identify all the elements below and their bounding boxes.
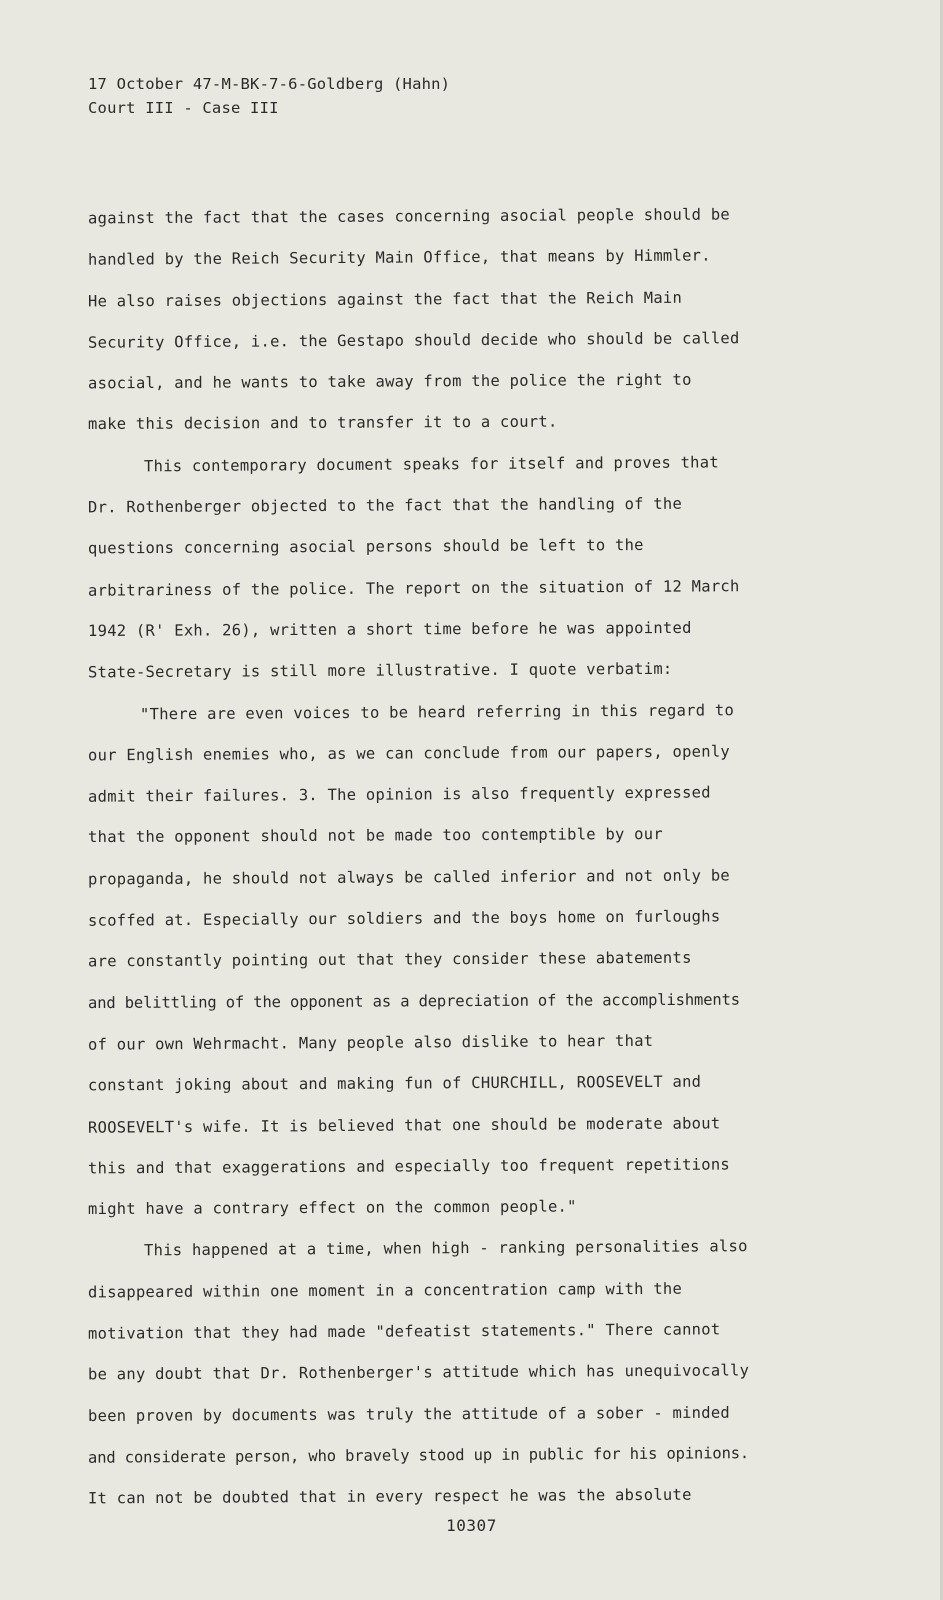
text-line: and belittling of the opponent as a depreciation of the accomplishments — [87, 990, 740, 1012]
text-line: make this decision and to transfer it to a court. — [87, 413, 558, 434]
text-line: propaganda, he should not always be called inferior and not only be — [87, 866, 731, 889]
text-line: disappeared within one moment in a concentration camp with the — [87, 1279, 683, 1302]
text-line: scoffed at. Especially our soldiers and the boys home on furloughs — [87, 907, 721, 930]
text-line: are constantly pointing out that they consider these abatements — [87, 949, 692, 971]
text-line: that the opponent should not be made too contemptible by our — [87, 825, 663, 847]
text-line: questions concerning asocial persons should be left to the — [87, 536, 644, 558]
paragraph-start-line: This contemporary document speaks for itself and proves that — [143, 453, 719, 476]
transcript-body — [88, 196, 868, 1518]
text-line: 1942 (R' Exh. 26), written a short time before he was appointed — [87, 618, 692, 641]
quote-start-line: "There are even voices to be heard referring in this regard to — [139, 700, 735, 723]
text-line: been proven by documents was truly the attitude of a sober - minded — [87, 1403, 731, 1425]
text-line: against the fact that the cases concerning asocial people should be — [87, 205, 731, 228]
text-line: and considerate person, who bravely stood up in public for his opinions. — [87, 1444, 750, 1467]
text-line: It can not be doubted that in every respect he was the absolute — [87, 1485, 692, 1508]
text-line: arbitrariness of the police. The report on the situation of 12 March — [87, 576, 740, 600]
text-line: motivation that they had made "defeatist statements." There cannot — [87, 1320, 721, 1343]
text-line: our English enemies who, as we can conclude from our papers, openly — [87, 742, 731, 765]
paragraph-start-line: This happened at a time, when high - ranking personalities also — [143, 1237, 748, 1260]
text-line: Security Office, i.e. the Gestapo should decide who should be called — [87, 329, 740, 352]
text-line: Dr. Rothenberger objected to the fact that the handling of the — [87, 494, 683, 517]
text-line: asocial, and he wants to take away from the police the right to — [87, 370, 692, 393]
text-line: handled by the Reich Security Main Office, that means by Himmler. — [87, 246, 711, 270]
document-header — [88, 72, 450, 120]
page-number: 10307 — [446, 1516, 497, 1535]
header-court-case: Court III - Case III — [88, 99, 279, 117]
text-line: constant joking about and making fun of CHURCHILL, ROOSEVELT and — [87, 1072, 702, 1095]
text-line: State-Secretary is still more illustrative. I quote verbatim: — [87, 660, 673, 682]
header-date-reference: 17 October 47-M-BK-7-6-Goldberg (Hahn) — [88, 75, 451, 93]
text-line: might have a contrary effect on the common people." — [87, 1197, 577, 1219]
text-line: be any doubt that Dr. Rothenberger's attitude which has unequivocally — [87, 1361, 750, 1384]
text-line: ROOSEVELT's wife. It is believed that one should be moderate about — [87, 1113, 721, 1137]
text-line: of our own Wehrmacht. Many people also dislike to hear that — [87, 1031, 654, 1054]
text-line: this and that exaggerations and especially too frequent repetitions — [87, 1155, 731, 1178]
text-line: He also raises objections against the fact that the Reich Main — [87, 288, 683, 310]
text-line: admit their failures. 3. The opinion is also frequently expressed — [87, 783, 711, 806]
